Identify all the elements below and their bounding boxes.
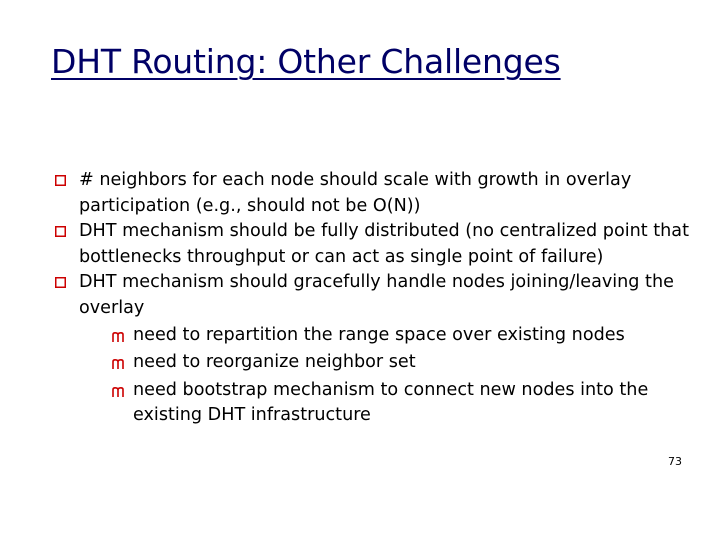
sub-bullet-text: need to reorganize neighbor set: [133, 352, 416, 373]
m-shape-bullet-icon: [112, 359, 124, 369]
sub-bullet-item-bootstrap: [79, 378, 695, 429]
m-shape-bullet-icon: [112, 332, 124, 342]
bullet-text: DHT mechanism should be fully distributed (no centralized point that bottlenecks throughput or can act as single point of failure): [79, 221, 689, 267]
checkbox-bullet-icon: [55, 175, 66, 186]
bullet-list: [55, 168, 695, 430]
bullet-text: # neighbors for each node should scale with growth in overlay participation (e.g., should not be O(N)): [79, 170, 632, 216]
checkbox-bullet-icon: [55, 277, 66, 288]
slide-title: DHT Routing: Other Challenges: [51, 42, 561, 81]
bullet-item-neighbors: [55, 168, 695, 219]
page-number: 73: [668, 455, 682, 468]
bullet-item-distributed: [55, 219, 695, 270]
sub-bullet-item-reorganize: [79, 350, 695, 376]
bullet-text: DHT mechanism should gracefully handle nodes joining/leaving the overlay: [79, 272, 674, 318]
sub-bullet-text: need bootstrap mechanism to connect new nodes into the existing DHT infrastructure: [133, 379, 649, 426]
sub-bullet-text: need to repartition the range space over existing nodes: [133, 325, 625, 345]
checkbox-bullet-icon: [55, 226, 66, 237]
m-shape-bullet-icon: [112, 387, 124, 397]
sub-bullet-list: [79, 323, 695, 429]
bullet-item-join-leave: [55, 270, 695, 429]
sub-bullet-item-repartition: [79, 323, 695, 349]
